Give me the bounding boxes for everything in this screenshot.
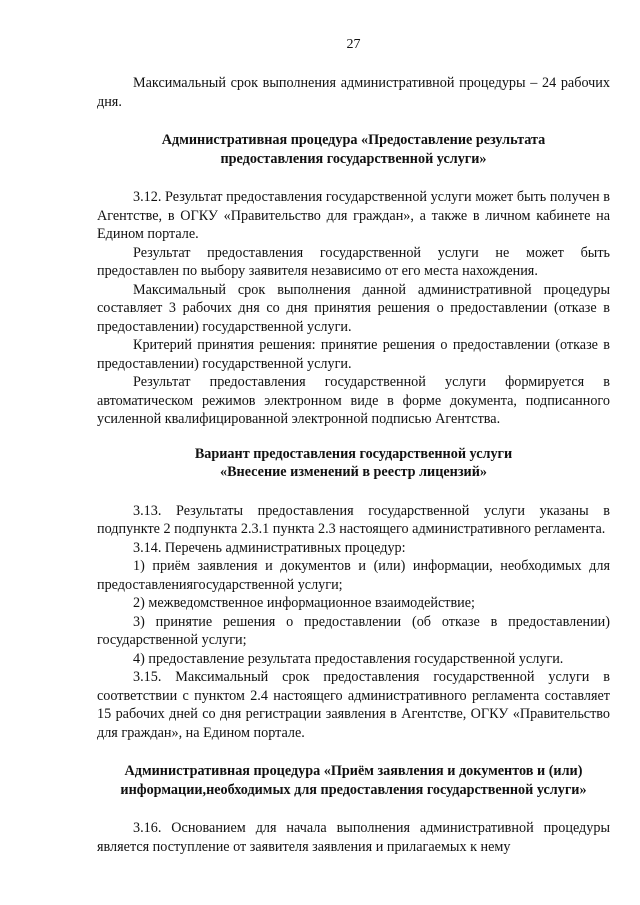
paragraph: 3.16. Основанием для начала выполнения административной процедуры является поступление от заявителя заявления и прилагаемых к нему [97,820,610,855]
list-item: 4) предоставление результата предоставления государственной услуги. [133,650,564,667]
paragraph: 3.14. Перечень административных процедур: [133,539,406,556]
paragraph: 3.12. Результат предоставления государственной услуги может быть получен в Агентстве, в ОГКУ «Правительство для граждан», а также в личном кабинете на Едином портале. [97,189,610,242]
spacer [97,429,610,445]
section-heading: Административная процедура «Предоставление результата предоставления государственной услуги» [161,132,546,167]
paragraph: 3.15. Максимальный срок предоставления государственной услуги в соответствии с пунктом 2.4 настоящего административного регламента составляет 15 рабочих дней со дня регистрации заявления в Агентстве, ОГКУ «Правительство для граждан», на Едином портале. [97,669,610,741]
paragraph: Результат предоставления государственной услуги формируется в автоматическом режимов электронном виде в форме документа, подписанного усиленной квалифицированной электронной подписью Агентства. [97,374,610,427]
paragraph: Результат предоставления государственной услуги не может быть предоставлен по выбору заявителя независимо от его места нахождения. [97,244,610,279]
paragraph: Максимальный срок выполнения административной процедуры – 24 рабочих дня. [97,75,610,110]
spacer [97,742,610,762]
page-number: 27 [346,37,361,52]
paragraph: Максимальный срок выполнения данной административной процедуры составляет 3 рабочих дня со дня принятия решения о предоставлении (отказе в предоставлении) государственной услуги. [97,281,610,335]
list-item: 1) приём заявления и документов и (или) информации, необходимых для предоставлениягосударственной услуги; [97,558,610,593]
section-heading: Административная процедура «Приём заявления и документов и (или) информации,необходимых для предоставления государственной услуги» [120,763,587,798]
list-item: 2) межведомственное информационное взаимодействие; [133,595,475,611]
spacer [97,799,610,819]
spacer [97,111,610,131]
list-item: 3) принятие решения о предоставлении (об отказе в предоставлении) государственной услуги; [97,613,610,648]
section-heading: Вариант предоставления государственной услуги «Внесение изменений в реестр лицензий» [194,445,513,480]
spacer [97,168,610,188]
spacer [97,482,610,502]
paragraph: 3.13. Результаты предоставления государственной услуги указаны в подпункте 2 подпункта 2.3.1 пункта 2.3 настоящего административного регламента. [97,502,610,537]
paragraph: Критерий принятия решения: принятие решения о предоставлении (отказе в предоставлении) государственной услуги. [97,337,610,372]
